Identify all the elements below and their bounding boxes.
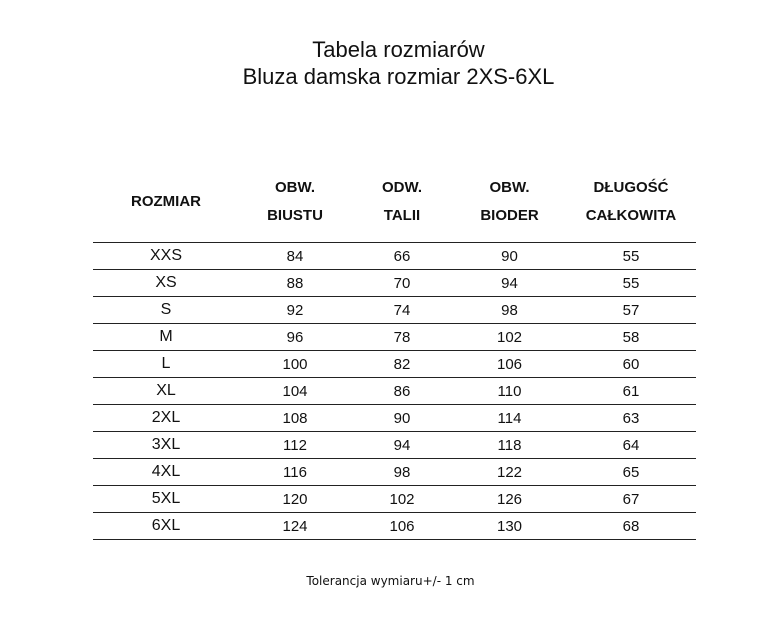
table-row (93, 378, 696, 405)
page-subtitle: Bluza damska rozmiar 2XS-6XL (242, 64, 555, 89)
measurement-cell: 78 (351, 324, 453, 351)
measurement-cell: 106 (351, 513, 453, 540)
header-biust: OBW. BIUSTU (267, 179, 323, 224)
measurement-cell: 55 (566, 243, 696, 270)
measurement-cell: 67 (566, 486, 696, 513)
measurement-cell: 126 (453, 486, 566, 513)
table-row (93, 324, 696, 351)
measurement-cell: 124 (239, 513, 351, 540)
measurement-cell: 104 (239, 378, 351, 405)
measurement-cell: 110 (453, 378, 566, 405)
measurement-cell: 82 (351, 351, 453, 378)
measurement-cell: 96 (239, 324, 351, 351)
size-cell: 4XL (93, 459, 239, 486)
measurement-cell: 90 (351, 405, 453, 432)
table-row (93, 405, 696, 432)
size-cell: L (93, 351, 239, 378)
table-row (93, 513, 696, 540)
measurement-cell: 116 (239, 459, 351, 486)
size-cell: M (93, 324, 239, 351)
header-dlugosc: DŁUGOŚĆ CAŁKOWITA (585, 179, 677, 224)
page-title: Tabela rozmiarów (312, 37, 485, 62)
measurement-cell: 106 (453, 351, 566, 378)
table-row (93, 243, 696, 270)
measurement-cell: 58 (566, 324, 696, 351)
measurement-cell: 63 (566, 405, 696, 432)
size-cell: XXS (93, 243, 239, 270)
measurement-cell: 86 (351, 378, 453, 405)
size-cell: 5XL (93, 486, 239, 513)
size-chart-table (93, 162, 696, 540)
measurement-cell: 64 (566, 432, 696, 459)
measurement-cell: 92 (239, 297, 351, 324)
table-row (93, 297, 696, 324)
measurement-cell: 55 (566, 270, 696, 297)
measurement-cell: 90 (453, 243, 566, 270)
measurement-cell: 60 (566, 351, 696, 378)
table-row (93, 459, 696, 486)
header-row (93, 162, 696, 243)
header-rozmiar: ROZMIAR (131, 193, 201, 210)
measurement-cell: 112 (239, 432, 351, 459)
measurement-cell: 102 (351, 486, 453, 513)
size-cell: S (93, 297, 239, 324)
measurement-cell: 120 (239, 486, 351, 513)
measurement-cell: 118 (453, 432, 566, 459)
measurement-cell: 122 (453, 459, 566, 486)
measurement-cell: 68 (566, 513, 696, 540)
measurement-cell: 70 (351, 270, 453, 297)
measurement-cell: 57 (566, 297, 696, 324)
size-cell: XS (93, 270, 239, 297)
table-row (93, 486, 696, 513)
measurement-cell: 98 (351, 459, 453, 486)
measurement-cell: 108 (239, 405, 351, 432)
measurement-cell: 65 (566, 459, 696, 486)
size-cell: 2XL (93, 405, 239, 432)
header-biodra: OBW. BIODER (480, 179, 539, 224)
header-talia: ODW. TALII (382, 179, 422, 224)
measurement-cell: 100 (239, 351, 351, 378)
measurement-cell: 84 (239, 243, 351, 270)
table-row (93, 351, 696, 378)
measurement-cell: 94 (351, 432, 453, 459)
size-cell: XL (93, 378, 239, 405)
table-row (93, 270, 696, 297)
measurement-cell: 61 (566, 378, 696, 405)
tolerance-note: Tolerancja wymiaru+/- 1 cm (306, 574, 475, 588)
table-row (93, 432, 696, 459)
size-cell: 3XL (93, 432, 239, 459)
measurement-cell: 88 (239, 270, 351, 297)
measurement-cell: 74 (351, 297, 453, 324)
measurement-cell: 94 (453, 270, 566, 297)
measurement-cell: 102 (453, 324, 566, 351)
size-cell: 6XL (93, 513, 239, 540)
measurement-cell: 66 (351, 243, 453, 270)
measurement-cell: 130 (453, 513, 566, 540)
measurement-cell: 98 (453, 297, 566, 324)
measurement-cell: 114 (453, 405, 566, 432)
